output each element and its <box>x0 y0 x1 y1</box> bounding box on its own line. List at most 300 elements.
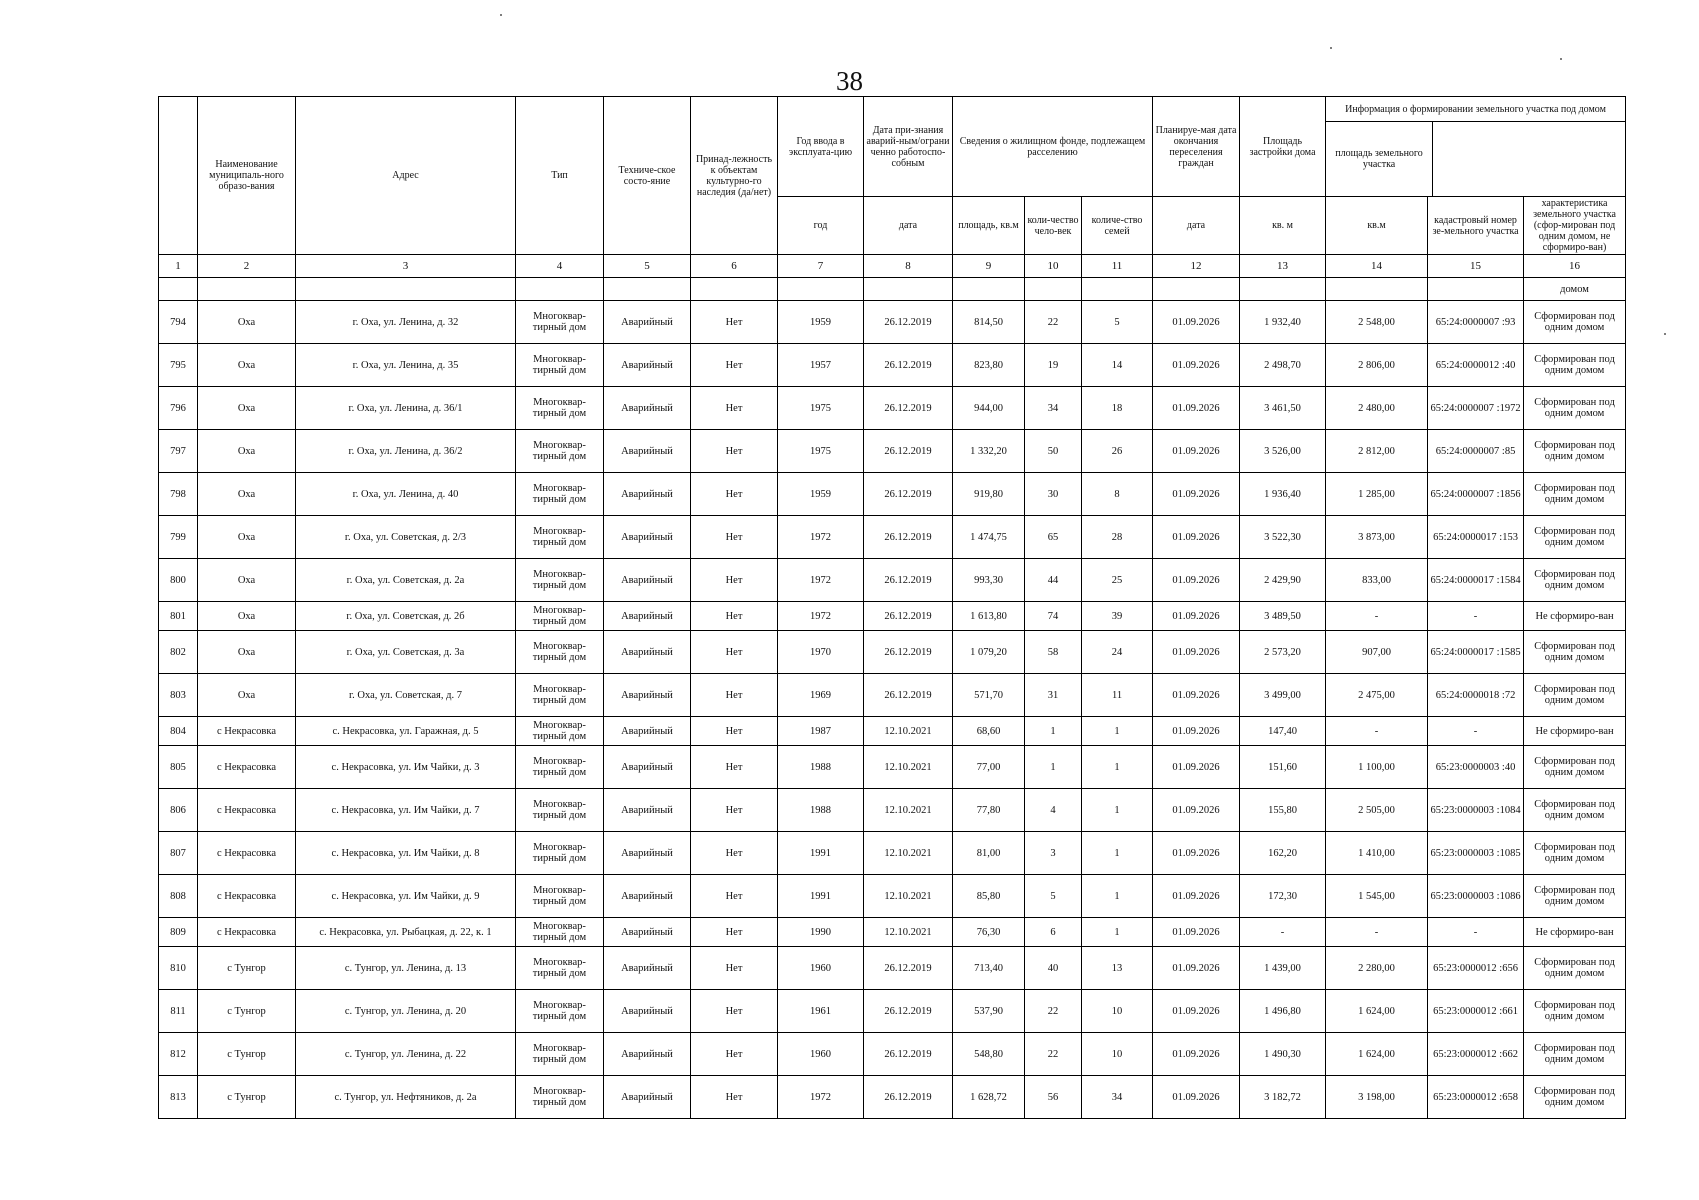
building-area-cell: 1 936,40 <box>1240 473 1326 516</box>
row-number: 796 <box>159 387 198 430</box>
row-number: 806 <box>159 789 198 832</box>
municipality-cell: с Тунгор <box>198 1033 296 1076</box>
table-row <box>159 674 1626 717</box>
land-area-cell: 1 100,00 <box>1326 746 1428 789</box>
planned-date-cell: 01.09.2026 <box>1153 602 1240 631</box>
state-cell: Аварийный <box>604 746 691 789</box>
area-cell: 537,90 <box>953 990 1025 1033</box>
people-cell: 3 <box>1025 832 1082 875</box>
area-cell: 814,50 <box>953 301 1025 344</box>
building-area-cell: 1 932,40 <box>1240 301 1326 344</box>
header-unit-plan-date: дата <box>1153 197 1240 255</box>
header-unit-people: коли-чество чело-век <box>1025 197 1082 255</box>
address-cell: с. Некрасовка, ул. Гаражная, д. 5 <box>296 717 516 746</box>
carryover-cell: домом <box>1524 278 1626 301</box>
characteristic-cell: Сформирован под одним домом <box>1524 344 1626 387</box>
header-cadastral-number: кадастровый номер зе-мельного участка <box>1428 197 1524 255</box>
people-cell: 19 <box>1025 344 1082 387</box>
cadastral-cell: 65:24:0000012 :40 <box>1428 344 1524 387</box>
year-cell: 1972 <box>778 602 864 631</box>
emergency-date-cell: 26.12.2019 <box>864 1033 953 1076</box>
heritage-cell: Нет <box>691 344 778 387</box>
area-cell: 81,00 <box>953 832 1025 875</box>
row-number: 804 <box>159 717 198 746</box>
table-row <box>159 516 1626 559</box>
column-number: 14 <box>1326 255 1428 278</box>
row-number: 800 <box>159 559 198 602</box>
year-cell: 1960 <box>778 947 864 990</box>
address-cell: г. Оха, ул. Советская, д. 2а <box>296 559 516 602</box>
column-number: 7 <box>778 255 864 278</box>
address-cell: г. Оха, ул. Ленина, д. 35 <box>296 344 516 387</box>
emergency-date-cell: 12.10.2021 <box>864 918 953 947</box>
address-cell: с. Некрасовка, ул. Им Чайки, д. 7 <box>296 789 516 832</box>
municipality-cell: Оха <box>198 631 296 674</box>
table-row <box>159 918 1626 947</box>
characteristic-cell: Не сформиро-ван <box>1524 717 1626 746</box>
municipality-cell: с Некрасовка <box>198 875 296 918</box>
building-area-cell: 1 496,80 <box>1240 990 1326 1033</box>
building-area-cell: 1 439,00 <box>1240 947 1326 990</box>
cadastral-cell: 65:24:0000017 :153 <box>1428 516 1524 559</box>
row-number: 807 <box>159 832 198 875</box>
cadastral-cell: 65:23:0000003 :1086 <box>1428 875 1524 918</box>
planned-date-cell: 01.09.2026 <box>1153 918 1240 947</box>
land-area-cell: 907,00 <box>1326 631 1428 674</box>
families-cell: 11 <box>1082 674 1153 717</box>
cadastral-cell: 65:24:0000007 :85 <box>1428 430 1524 473</box>
planned-date-cell: 01.09.2026 <box>1153 387 1240 430</box>
cadastral-cell: - <box>1428 918 1524 947</box>
address-cell: г. Оха, ул. Ленина, д. 40 <box>296 473 516 516</box>
families-cell: 1 <box>1082 832 1153 875</box>
people-cell: 44 <box>1025 559 1082 602</box>
table-row <box>159 301 1626 344</box>
planned-date-cell: 01.09.2026 <box>1153 947 1240 990</box>
address-cell: с. Тунгор, ул. Ленина, д. 20 <box>296 990 516 1033</box>
municipality-cell: с Тунгор <box>198 1076 296 1119</box>
type-cell: Многоквар-тирный дом <box>516 559 604 602</box>
municipality-cell: Оха <box>198 301 296 344</box>
heritage-cell: Нет <box>691 674 778 717</box>
state-cell: Аварийный <box>604 674 691 717</box>
municipality-cell: Оха <box>198 602 296 631</box>
address-cell: г. Оха, ул. Советская, д. 3а <box>296 631 516 674</box>
row-number: 808 <box>159 875 198 918</box>
land-area-cell: 2 280,00 <box>1326 947 1428 990</box>
cadastral-cell: 65:23:0000012 :661 <box>1428 990 1524 1033</box>
heritage-cell: Нет <box>691 516 778 559</box>
land-area-cell: 2 806,00 <box>1326 344 1428 387</box>
people-cell: 4 <box>1025 789 1082 832</box>
land-area-cell: 2 505,00 <box>1326 789 1428 832</box>
municipality-cell: с Тунгор <box>198 947 296 990</box>
people-cell: 58 <box>1025 631 1082 674</box>
planned-date-cell: 01.09.2026 <box>1153 875 1240 918</box>
cadastral-cell: 65:23:0000012 :658 <box>1428 1076 1524 1119</box>
families-cell: 34 <box>1082 1076 1153 1119</box>
address-cell: с. Некрасовка, ул. Им Чайки, д. 9 <box>296 875 516 918</box>
planned-date-cell: 01.09.2026 <box>1153 301 1240 344</box>
column-number: 16 <box>1524 255 1626 278</box>
municipality-cell: Оха <box>198 387 296 430</box>
families-cell: 25 <box>1082 559 1153 602</box>
characteristic-cell: Сформирован под одним домом <box>1524 430 1626 473</box>
address-cell: г. Оха, ул. Ленина, д. 36/2 <box>296 430 516 473</box>
row-number: 797 <box>159 430 198 473</box>
type-cell: Многоквар-тирный дом <box>516 990 604 1033</box>
header-col-1 <box>159 97 198 255</box>
year-cell: 1961 <box>778 990 864 1033</box>
state-cell: Аварийный <box>604 602 691 631</box>
characteristic-cell: Сформирован под одним домом <box>1524 990 1626 1033</box>
column-number: 2 <box>198 255 296 278</box>
municipality-cell: Оха <box>198 473 296 516</box>
heritage-cell: Нет <box>691 602 778 631</box>
building-area-cell: 2 429,90 <box>1240 559 1326 602</box>
land-area-cell: 2 475,00 <box>1326 674 1428 717</box>
characteristic-cell: Сформирован под одним домом <box>1524 832 1626 875</box>
planned-date-cell: 01.09.2026 <box>1153 1033 1240 1076</box>
type-cell: Многоквар-тирный дом <box>516 746 604 789</box>
scan-speck <box>1330 47 1332 49</box>
characteristic-cell: Сформирован под одним домом <box>1524 875 1626 918</box>
land-area-cell: 1 624,00 <box>1326 1033 1428 1076</box>
header-land-plot-info: Информация о формировании земельного участка под домом <box>1326 97 1625 122</box>
heritage-cell: Нет <box>691 301 778 344</box>
type-cell: Многоквар-тирный дом <box>516 344 604 387</box>
year-cell: 1970 <box>778 631 864 674</box>
year-cell: 1972 <box>778 1076 864 1119</box>
land-area-cell: 3 873,00 <box>1326 516 1428 559</box>
type-cell: Многоквар-тирный дом <box>516 789 604 832</box>
emergency-date-cell: 26.12.2019 <box>864 387 953 430</box>
heritage-cell: Нет <box>691 746 778 789</box>
families-cell: 1 <box>1082 918 1153 947</box>
area-cell: 1 332,20 <box>953 430 1025 473</box>
building-area-cell: 2 573,20 <box>1240 631 1326 674</box>
municipality-cell: с Тунгор <box>198 990 296 1033</box>
planned-date-cell: 01.09.2026 <box>1153 473 1240 516</box>
row-number: 811 <box>159 990 198 1033</box>
row-number: 795 <box>159 344 198 387</box>
column-number: 15 <box>1428 255 1524 278</box>
people-cell: 65 <box>1025 516 1082 559</box>
header-unit-sqm: кв. м <box>1240 197 1326 255</box>
header-address: Адрес <box>296 97 516 255</box>
land-area-cell: 2 548,00 <box>1326 301 1428 344</box>
address-cell: г. Оха, ул. Ленина, д. 36/1 <box>296 387 516 430</box>
families-cell: 10 <box>1082 990 1153 1033</box>
type-cell: Многоквар-тирный дом <box>516 918 604 947</box>
state-cell: Аварийный <box>604 1033 691 1076</box>
planned-date-cell: 01.09.2026 <box>1153 631 1240 674</box>
land-area-cell: 1 624,00 <box>1326 990 1428 1033</box>
header-planned-date: Планируе-мая дата окончания переселения граждан <box>1153 97 1240 197</box>
people-cell: 50 <box>1025 430 1082 473</box>
row-number: 805 <box>159 746 198 789</box>
families-cell: 28 <box>1082 516 1153 559</box>
year-cell: 1975 <box>778 387 864 430</box>
table-row <box>159 789 1626 832</box>
families-cell: 1 <box>1082 875 1153 918</box>
emergency-date-cell: 12.10.2021 <box>864 832 953 875</box>
header-land-plot-group <box>1326 97 1626 197</box>
area-cell: 993,30 <box>953 559 1025 602</box>
planned-date-cell: 01.09.2026 <box>1153 559 1240 602</box>
building-area-cell: 3 522,30 <box>1240 516 1326 559</box>
header-heritage: Принад-лежность к объектам культурно-го наследия (да/нет) <box>691 97 778 255</box>
building-area-cell: 3 182,72 <box>1240 1076 1326 1119</box>
state-cell: Аварийный <box>604 516 691 559</box>
row-number: 813 <box>159 1076 198 1119</box>
land-area-cell: - <box>1326 717 1428 746</box>
state-cell: Аварийный <box>604 387 691 430</box>
state-cell: Аварийный <box>604 559 691 602</box>
municipality-cell: с Некрасовка <box>198 717 296 746</box>
state-cell: Аварийный <box>604 1076 691 1119</box>
table-row <box>159 473 1626 516</box>
heritage-cell: Нет <box>691 789 778 832</box>
building-area-cell: 3 489,50 <box>1240 602 1326 631</box>
municipality-cell: Оха <box>198 516 296 559</box>
planned-date-cell: 01.09.2026 <box>1153 516 1240 559</box>
row-number: 812 <box>159 1033 198 1076</box>
table-row <box>159 875 1626 918</box>
heritage-cell: Нет <box>691 947 778 990</box>
area-cell: 77,80 <box>953 789 1025 832</box>
heritage-cell: Нет <box>691 717 778 746</box>
state-cell: Аварийный <box>604 832 691 875</box>
header-unit-date: дата <box>864 197 953 255</box>
header-unit-land-sqm: кв.м <box>1326 197 1428 255</box>
table-row <box>159 717 1626 746</box>
land-area-cell: 1 285,00 <box>1326 473 1428 516</box>
people-cell: 31 <box>1025 674 1082 717</box>
header-housing-info: Сведения о жилищном фонде, подлежащем расселению <box>953 97 1153 197</box>
municipality-cell: с Некрасовка <box>198 746 296 789</box>
emergency-date-cell: 26.12.2019 <box>864 602 953 631</box>
land-area-cell: - <box>1326 918 1428 947</box>
municipality-cell: Оха <box>198 430 296 473</box>
state-cell: Аварийный <box>604 717 691 746</box>
planned-date-cell: 01.09.2026 <box>1153 430 1240 473</box>
year-cell: 1972 <box>778 516 864 559</box>
year-cell: 1991 <box>778 875 864 918</box>
heritage-cell: Нет <box>691 875 778 918</box>
characteristic-cell: Сформирован под одним домом <box>1524 516 1626 559</box>
land-area-cell: 1 545,00 <box>1326 875 1428 918</box>
address-cell: г. Оха, ул. Советская, д. 2б <box>296 602 516 631</box>
header-building-area: Площадь застройки дома <box>1240 97 1326 197</box>
heritage-cell: Нет <box>691 990 778 1033</box>
municipality-cell: Оха <box>198 559 296 602</box>
address-cell: с. Некрасовка, ул. Рыбацкая, д. 22, к. 1 <box>296 918 516 947</box>
scan-speck <box>1560 58 1562 60</box>
characteristic-cell: Сформирован под одним домом <box>1524 947 1626 990</box>
state-cell: Аварийный <box>604 875 691 918</box>
cadastral-cell: 65:24:0000018 :72 <box>1428 674 1524 717</box>
people-cell: 22 <box>1025 1033 1082 1076</box>
scan-speck <box>1664 333 1666 335</box>
area-cell: 1 613,80 <box>953 602 1025 631</box>
families-cell: 1 <box>1082 746 1153 789</box>
heritage-cell: Нет <box>691 918 778 947</box>
planned-date-cell: 01.09.2026 <box>1153 1076 1240 1119</box>
characteristic-cell: Не сформиро-ван <box>1524 602 1626 631</box>
header-emergency-date: Дата при-знания аварий-ным/ограни ченно работоспо-собным <box>864 97 953 197</box>
table-row <box>159 602 1626 631</box>
table-row <box>159 1033 1626 1076</box>
families-cell: 26 <box>1082 430 1153 473</box>
building-area-cell: 155,80 <box>1240 789 1326 832</box>
municipality-cell: Оха <box>198 344 296 387</box>
people-cell: 22 <box>1025 301 1082 344</box>
area-cell: 571,70 <box>953 674 1025 717</box>
state-cell: Аварийный <box>604 301 691 344</box>
column-number: 10 <box>1025 255 1082 278</box>
emergency-date-cell: 26.12.2019 <box>864 947 953 990</box>
building-area-cell: 151,60 <box>1240 746 1326 789</box>
row-number: 809 <box>159 918 198 947</box>
header-unit-area: площадь, кв.м <box>953 197 1025 255</box>
year-cell: 1988 <box>778 746 864 789</box>
emergency-date-cell: 26.12.2019 <box>864 301 953 344</box>
families-cell: 5 <box>1082 301 1153 344</box>
state-cell: Аварийный <box>604 631 691 674</box>
people-cell: 74 <box>1025 602 1082 631</box>
municipality-cell: с Некрасовка <box>198 918 296 947</box>
emergency-date-cell: 26.12.2019 <box>864 430 953 473</box>
people-cell: 1 <box>1025 717 1082 746</box>
land-area-cell: 3 198,00 <box>1326 1076 1428 1119</box>
header-unit-year: год <box>778 197 864 255</box>
header-land-characteristic: характеристика земельного участка (сфор-мирован под одним домом, не сформиро-ван) <box>1524 197 1626 255</box>
emergency-date-cell: 12.10.2021 <box>864 717 953 746</box>
emergency-date-cell: 12.10.2021 <box>864 875 953 918</box>
cadastral-cell: 65:24:0000007 :93 <box>1428 301 1524 344</box>
row-number: 799 <box>159 516 198 559</box>
scan-speck <box>500 14 502 16</box>
type-cell: Многоквар-тирный дом <box>516 602 604 631</box>
characteristic-cell: Сформирован под одним домом <box>1524 473 1626 516</box>
type-cell: Многоквар-тирный дом <box>516 832 604 875</box>
heritage-cell: Нет <box>691 430 778 473</box>
heritage-cell: Нет <box>691 832 778 875</box>
address-cell: с. Тунгор, ул. Ленина, д. 22 <box>296 1033 516 1076</box>
type-cell: Многоквар-тирный дом <box>516 674 604 717</box>
building-area-cell: 162,20 <box>1240 832 1326 875</box>
emergency-date-cell: 26.12.2019 <box>864 1076 953 1119</box>
emergency-date-cell: 26.12.2019 <box>864 344 953 387</box>
table-row <box>159 559 1626 602</box>
characteristic-cell: Не сформиро-ван <box>1524 918 1626 947</box>
page-number: 38 <box>836 66 863 96</box>
people-cell: 30 <box>1025 473 1082 516</box>
column-number: 9 <box>953 255 1025 278</box>
cadastral-cell: 65:24:0000007 :1856 <box>1428 473 1524 516</box>
address-cell: с. Тунгор, ул. Нефтяников, д. 2а <box>296 1076 516 1119</box>
planned-date-cell: 01.09.2026 <box>1153 789 1240 832</box>
municipality-cell: с Некрасовка <box>198 789 296 832</box>
planned-date-cell: 01.09.2026 <box>1153 674 1240 717</box>
area-cell: 1 079,20 <box>953 631 1025 674</box>
characteristic-cell: Сформирован под одним домом <box>1524 789 1626 832</box>
area-cell: 548,80 <box>953 1033 1025 1076</box>
people-cell: 34 <box>1025 387 1082 430</box>
year-cell: 1972 <box>778 559 864 602</box>
planned-date-cell: 01.09.2026 <box>1153 990 1240 1033</box>
area-cell: 944,00 <box>953 387 1025 430</box>
land-area-cell: 1 410,00 <box>1326 832 1428 875</box>
header-tech-state: Техниче-ское состо-яние <box>604 97 691 255</box>
building-area-cell: 2 498,70 <box>1240 344 1326 387</box>
heritage-cell: Нет <box>691 387 778 430</box>
emergency-date-cell: 12.10.2021 <box>864 746 953 789</box>
year-cell: 1959 <box>778 301 864 344</box>
header-municipality: Наименование муниципаль-ного образо-вания <box>198 97 296 255</box>
planned-date-cell: 01.09.2026 <box>1153 717 1240 746</box>
type-cell: Многоквар-тирный дом <box>516 875 604 918</box>
building-area-cell: 1 490,30 <box>1240 1033 1326 1076</box>
emergency-date-cell: 26.12.2019 <box>864 631 953 674</box>
area-cell: 85,80 <box>953 875 1025 918</box>
cadastral-cell: 65:24:0000007 :1972 <box>1428 387 1524 430</box>
year-cell: 1988 <box>778 789 864 832</box>
area-cell: 76,30 <box>953 918 1025 947</box>
planned-date-cell: 01.09.2026 <box>1153 746 1240 789</box>
heritage-cell: Нет <box>691 1033 778 1076</box>
emergency-date-cell: 26.12.2019 <box>864 559 953 602</box>
area-cell: 1 628,72 <box>953 1076 1025 1119</box>
address-cell: г. Оха, ул. Ленина, д. 32 <box>296 301 516 344</box>
column-number: 6 <box>691 255 778 278</box>
characteristic-cell: Сформирован под одним домом <box>1524 1033 1626 1076</box>
building-area-cell: 3 499,00 <box>1240 674 1326 717</box>
state-cell: Аварийный <box>604 430 691 473</box>
state-cell: Аварийный <box>604 789 691 832</box>
land-area-cell: 833,00 <box>1326 559 1428 602</box>
address-cell: с. Тунгор, ул. Ленина, д. 13 <box>296 947 516 990</box>
column-number-row <box>159 255 1626 278</box>
type-cell: Многоквар-тирный дом <box>516 430 604 473</box>
people-cell: 1 <box>1025 746 1082 789</box>
column-number: 5 <box>604 255 691 278</box>
people-cell: 40 <box>1025 947 1082 990</box>
state-cell: Аварийный <box>604 947 691 990</box>
state-cell: Аварийный <box>604 918 691 947</box>
header-land-area: площадь земельного участка <box>1326 122 1433 196</box>
cadastral-cell: 65:23:0000003 :1085 <box>1428 832 1524 875</box>
year-cell: 1991 <box>778 832 864 875</box>
families-cell: 18 <box>1082 387 1153 430</box>
heritage-cell: Нет <box>691 559 778 602</box>
land-area-cell: - <box>1326 602 1428 631</box>
people-cell: 6 <box>1025 918 1082 947</box>
people-cell: 22 <box>1025 990 1082 1033</box>
families-cell: 39 <box>1082 602 1153 631</box>
table-row <box>159 947 1626 990</box>
row-number: 803 <box>159 674 198 717</box>
building-area-cell: 172,30 <box>1240 875 1326 918</box>
year-cell: 1957 <box>778 344 864 387</box>
cadastral-cell: - <box>1428 717 1524 746</box>
characteristic-cell: Сформирован под одним домом <box>1524 746 1626 789</box>
characteristic-cell: Сформирован под одним домом <box>1524 1076 1626 1119</box>
families-cell: 10 <box>1082 1033 1153 1076</box>
municipality-cell: с Некрасовка <box>198 832 296 875</box>
emergency-date-cell: 26.12.2019 <box>864 473 953 516</box>
